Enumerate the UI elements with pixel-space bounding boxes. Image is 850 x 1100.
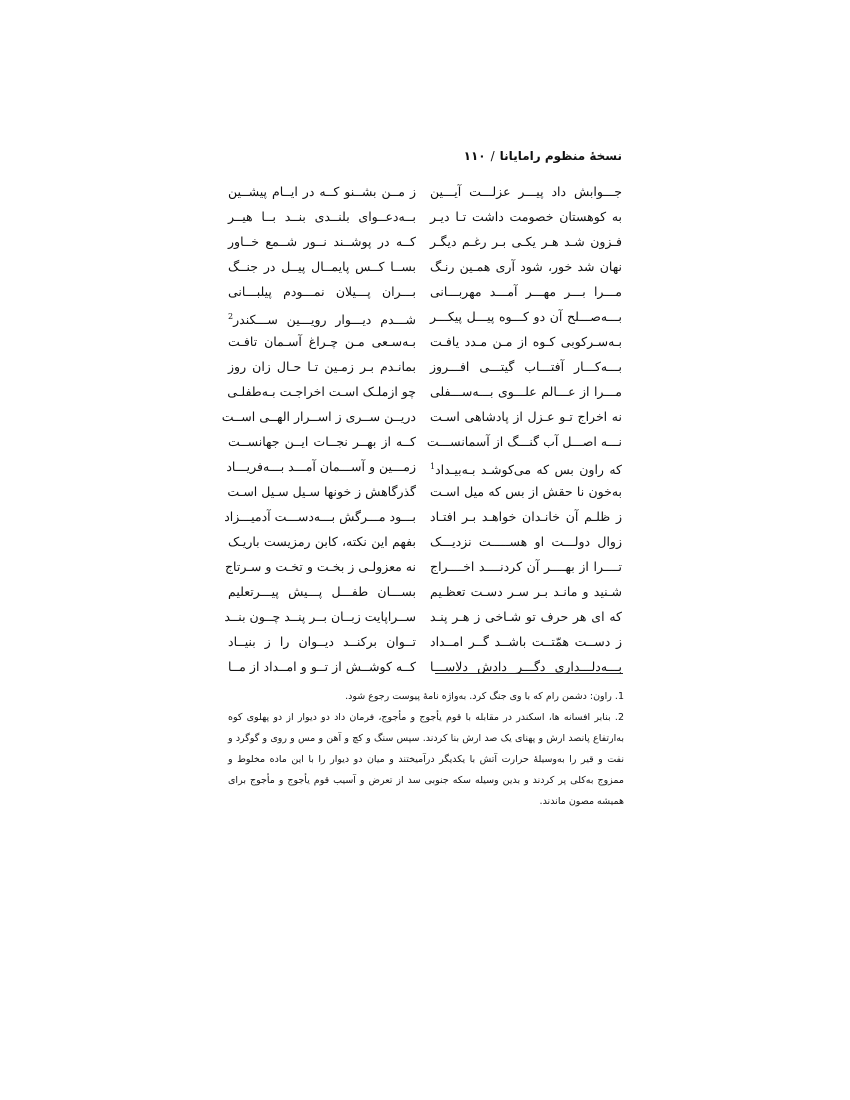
verse-right-8: بـــه‌کـــار آفتـــاب گیتـــی افـــروز xyxy=(430,359,622,374)
verse-left-11: کــه از بهــر نجــات ایــن جهانســت xyxy=(228,434,416,449)
footnote-1-text: راون: دشمن رام که با وی جنگ کرد. به‌واژه نامۀ پیوست رجوع شود. xyxy=(345,691,612,702)
verse-right-12 xyxy=(430,455,622,479)
verse-right-14: ز ظلـم آن خانـدان خواهـد بـر افتـاد xyxy=(430,509,622,524)
verse-right-1: جـــوابش داد پیـــر عزلـــت آیـــین xyxy=(430,184,622,199)
verse-left-15: بفهم این نکته، کابن رمزیست باریـک xyxy=(228,534,416,549)
verse-left-5: بـــران پـــیلان نمـــودم پیلبـــانی xyxy=(228,284,416,299)
verse-left-16: نه معزولـی ز بخـت و تخـت و سـرتاج xyxy=(224,559,416,574)
verse-left-4: بســا کــس پایمــال پیــل در جنــگ xyxy=(228,259,416,274)
verse-left-1: ز مــن بشــنو کــه در ایــام پیشــین xyxy=(228,184,416,199)
verse-right-17: شـنید و مانـد بـر سـر دسـت تعظـیم xyxy=(430,584,622,599)
verse-left-10: دریــن ســری ز اســرار الهــی اســت xyxy=(221,409,416,424)
verse-right-9: مـــرا از عـــالم علـــوی بـــه‌ســـفلی xyxy=(430,384,622,399)
footnote-2 xyxy=(228,707,624,812)
verse-left-7: بـه‌سـعی مـن چـراغ آسـمان تافـت xyxy=(228,334,416,349)
verse-right-19: ز دســت همّتــت باشــد گــر امــداد xyxy=(430,634,622,649)
footnote-1 xyxy=(228,686,624,707)
verse-left-14: بـــود مـــرگش بـــه‌دســـت آدمیـــزاد xyxy=(224,509,416,524)
verse-left-3: کــه در پوشــند نــور شــمع خــاور xyxy=(228,234,416,249)
verse-left-20: کــه کوشــش از تــو و امــداد از مــا xyxy=(228,659,416,674)
verse-left-9: چو ازملـک اسـت اخراجـت بـه‌طفلـی xyxy=(227,384,416,399)
running-header xyxy=(463,149,622,169)
verse-right-4: نهان شد خور، شود آری همـین رنـگ xyxy=(430,259,622,274)
page-number: ۱۱۰ xyxy=(463,149,486,163)
footnote-1-number: 1. xyxy=(614,691,624,702)
footnote-2-number: 2. xyxy=(614,712,624,723)
footnotes xyxy=(228,686,624,812)
verse-left-17: بســـان طفـــل پـــیش پیـــرتعلیم xyxy=(228,584,416,599)
verse-right-18: که ای هر حرف تو شـاخی ز هـر پنـد xyxy=(430,609,622,624)
verse-right-15: زوال دولـــت او هســـــت نزدیـــک xyxy=(430,534,622,549)
verse-left-2: بــه‌دعــوای بلنــدی بنــد بــا هیــر xyxy=(228,209,416,224)
verse-left-13: گذرگاهش ز خونها سـیل سـیل اسـت xyxy=(227,484,416,499)
verse-right-5: مـــرا بـــر مهـــر آمـــد مهربـــانی xyxy=(430,284,622,299)
verse-right-7: بـه‌سـرکوبی کـوه از مـن مـدد یافـت xyxy=(430,334,622,349)
footnote-ref-2: 2 xyxy=(228,312,234,321)
verse-left-19: تــوان برکنــد دیــوان را ز بنیــاد xyxy=(228,634,416,649)
verse-right-12-text: که راون بس که می‌کوشـد بـه‌بیـداد xyxy=(435,462,622,478)
verse-left-12: زمـــین و آســـمان آمـــد بـــه‌فریـــاد xyxy=(226,459,416,474)
footnote-divider xyxy=(435,673,623,674)
verse-left-6-text: شـــدم دیـــوار رویـــین ســـکندر xyxy=(233,312,416,328)
verse-left-18: ســراپایت زبــان بــر پنــد چــون بنــد xyxy=(224,609,416,624)
footnote-ref-1: 1 xyxy=(430,462,436,471)
verse-right-10: نه اخراج تـو عـزل از پادشاهی اسـت xyxy=(430,409,622,424)
book-title: نسخۀ منظوم رامایانا xyxy=(499,149,622,163)
header-separator: / xyxy=(490,149,495,163)
verse-right-11: نـــه اصـــل آب گنـــگ از آسمانســـت xyxy=(426,434,622,449)
verse-left-6 xyxy=(228,305,416,329)
verse-right-6: بـــه‌صـــلح آن دو کـــوه پیـــل پیکـــر xyxy=(430,309,622,324)
verse-right-20: بـــه‌دلـــداری دگـــر دادش دلاســـا xyxy=(430,659,622,674)
verse-right-2: به کوهستان خصومت داشت تـا دیـر xyxy=(430,209,622,224)
verse-right-13: به‌خون نا حقش از بس که میل اسـت xyxy=(430,484,622,499)
verse-right-3: فـزون شـد هـر یکـی بـر رغـم دیگـر xyxy=(430,234,622,249)
footnote-2-text: بنابر افسانه ها، اسکندر در مقابله با قوم یأجوج و مأجوج، فرمان داد دو دیوار از دو پهلوی کوه به‌ارتفاع پانصد ارش و پهنای یک صد ارش بنا کردند. سپس سنگ و کچ و آهن و مس و روی و گوگرد و نفت و قیر را به‌وسیلۀ حرارت آتش با یکدیگر درآمیختند و میان دو دیوار را با این ماده مخلوط و ممزوج به‌کلی پر کردند و بدین وسیله سکه جنوبی سد از تعرض و آسیب قوم یأجوج و مأجوج برای همیشه مصون ماندند. xyxy=(228,712,624,807)
verse-right-16: تــــرا از بهــــر آن کردنــــد اخــــراج xyxy=(430,559,622,574)
verse-left-8: بمانـدم بـر زمـین تـا حـال زان روز xyxy=(228,359,416,374)
